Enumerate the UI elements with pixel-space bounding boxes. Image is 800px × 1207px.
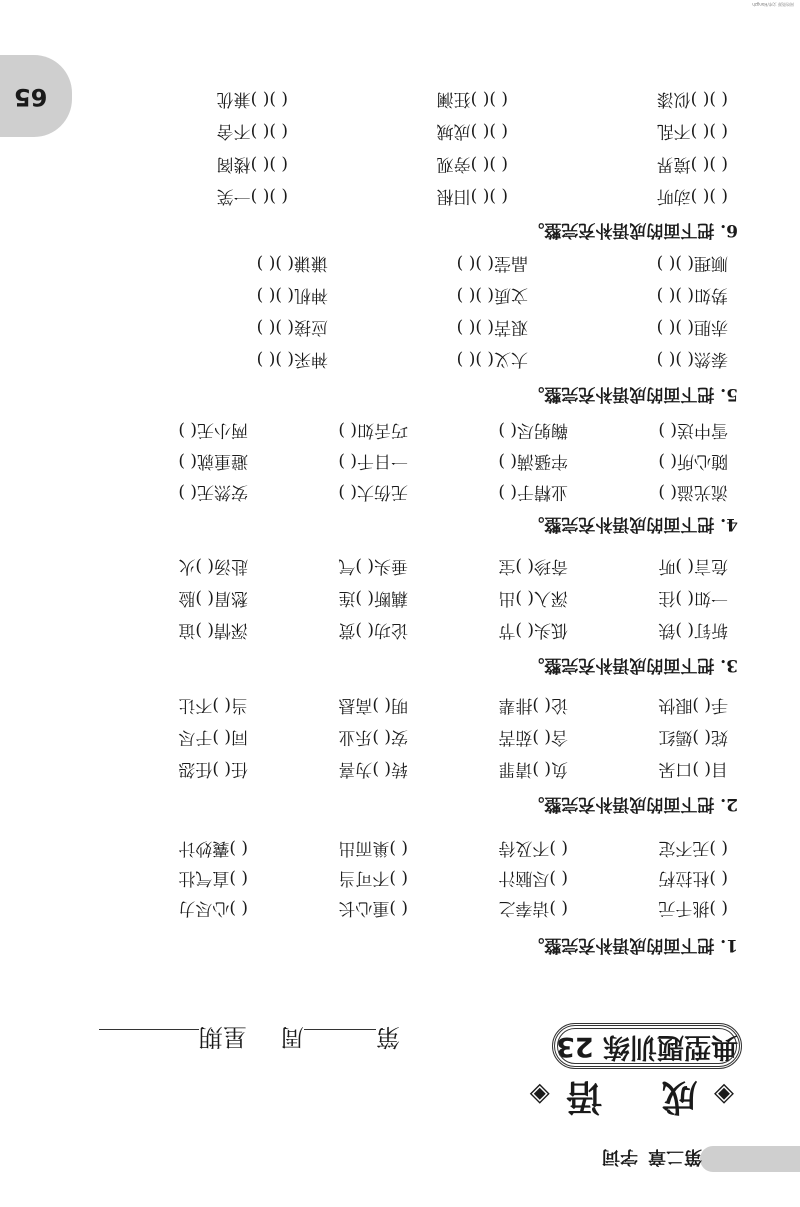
section-4-row (98, 446, 738, 476)
idiom-item: ( )诘奉之 (498, 898, 568, 918)
idiom-item: 牢骚满( ) (498, 451, 568, 471)
idiom-item: ( )心尽力 (178, 898, 248, 918)
idiom-item: 当( )不让 (178, 695, 248, 715)
idiom-item: 流光溢( ) (658, 482, 728, 502)
idiom-item: 安然无( ) (178, 482, 248, 502)
idiom-item: 避重就( ) (178, 451, 248, 471)
idiom-item: 明( )高悬 (338, 695, 408, 715)
idiom-item: ( )( )楼阁 (216, 154, 288, 174)
exercise-banner (552, 1023, 742, 1069)
idiom-item: 巧舌如( ) (338, 420, 408, 440)
section-5-title: 5. 把下面的成语补充完整。 (527, 384, 738, 404)
weekday-field[interactable] (99, 1029, 199, 1050)
section-6-row (98, 181, 738, 211)
idiom-item: 论( )排辈 (498, 695, 568, 715)
week-line (99, 1022, 400, 1057)
idiom-item: 一如( )往 (658, 588, 728, 608)
section-6-row (98, 116, 738, 146)
watermark-credit: 网络资源 文库/Hangzh (752, 2, 794, 7)
idiom-item: 雪中送( ) (658, 420, 728, 440)
idiom-item: 大义( )( ) (456, 349, 528, 369)
idiom-item: 任( )任怨 (178, 759, 248, 779)
running-header (592, 1145, 702, 1171)
idiom-item: 姹( )嫣红 (658, 727, 728, 747)
idiom-item: 艰苦( )( ) (456, 317, 528, 337)
page-number: 65 (14, 83, 48, 111)
idiom-item: 手( )眼快 (658, 695, 728, 715)
idiom-item: 含( )茹苦 (498, 727, 568, 747)
banner-text: 典型题训练 23 (556, 1031, 738, 1062)
section-6-title: 6. 把下面的成语补充完整。 (527, 220, 738, 240)
idiom-item: ( )杜拉朽 (658, 868, 728, 888)
idiom-item: 深入( )出 (498, 588, 568, 608)
idiom-item: 业精于( ) (498, 482, 568, 502)
idiom-item: 奇珍( )宝 (498, 556, 568, 576)
idiom-item: 谦谦( )( ) (256, 253, 328, 273)
idiom-item: ( )( )不乱 (656, 121, 728, 141)
idiom-item: ( )( )兼优 (216, 89, 288, 109)
idiom-item: 一日千( ) (338, 451, 408, 471)
idiom-item: 斩钉( )铁 (658, 620, 728, 640)
idiom-item: ( )巢而出 (338, 838, 408, 858)
week-label-zhou: 周 (280, 1023, 304, 1051)
section-2-title: 2. 把下面的成语补充完整。 (527, 794, 738, 814)
section-6-row (98, 84, 738, 114)
idiom-item: ( )不及待 (498, 838, 568, 858)
idiom-item: 藕断( )连 (338, 588, 408, 608)
idiom-item: ( )( )境界 (656, 154, 728, 174)
section-2-row (98, 754, 738, 784)
idiom-item: ( )( )动听 (656, 186, 728, 206)
idiom-item: ( )挑千元 (658, 898, 728, 918)
idiom-item: 愁眉( )脸 (178, 588, 248, 608)
idiom-item: 随心所( ) (658, 451, 728, 471)
idiom-item: 文质( )( ) (456, 285, 528, 305)
idiom-item: 负( )请罪 (498, 759, 568, 779)
idiom-item: 同( )于尽 (178, 727, 248, 747)
week-label-xingqi: 星期 (198, 1023, 247, 1051)
idiom-item: 神机( )( ) (256, 285, 328, 305)
idiom-item: 目( )口呆 (658, 759, 728, 779)
section-1-row (98, 863, 738, 893)
idiom-item: 神采( )( ) (256, 349, 328, 369)
idiom-item: 赤胆( )( ) (656, 317, 728, 337)
diamond-icon: ◈ (529, 1080, 550, 1110)
section-4-title: 4. 把下面的成语补充完整。 (527, 514, 738, 534)
week-number-field[interactable] (304, 1029, 376, 1050)
idiom-item: 鞠躬尽( ) (498, 420, 568, 440)
topic-label: 字词 (602, 1146, 638, 1167)
idiom-item: 两小无( ) (178, 420, 248, 440)
section-3-row (98, 615, 738, 645)
header-tab (700, 1146, 800, 1172)
idiom-item: 论功( )赏 (338, 620, 408, 640)
idiom-item: 应接( )( ) (256, 317, 328, 337)
title-word-2: 语 (566, 1076, 603, 1117)
idiom-item: ( )( )一笑 (216, 186, 288, 206)
section-5-row (98, 344, 738, 374)
idiom-item: ( )( )成城 (436, 121, 508, 141)
section-title (530, 1074, 734, 1125)
idiom-item: 晶莹( )( ) (456, 253, 528, 273)
section-1-title: 1. 把下面的成语补充完整。 (527, 935, 738, 955)
section-4-row (98, 415, 738, 445)
idiom-item: 泰然( )( ) (656, 349, 728, 369)
section-1-row (98, 893, 738, 923)
idiom-item: 赴汤( )火 (178, 556, 248, 576)
idiom-item: ( )直气壮 (178, 868, 248, 888)
idiom-item: ( )( )不舍 (216, 121, 288, 141)
section-4-row (98, 477, 738, 507)
idiom-item: 安( )乐业 (338, 727, 408, 747)
section-5-row (98, 248, 738, 278)
week-label-di: 第 (376, 1023, 400, 1051)
section-3-row (98, 583, 738, 613)
idiom-item: ( )无不定 (658, 838, 728, 858)
idiom-item: ( )( )旧根 (436, 186, 508, 206)
diamond-icon: ◈ (714, 1080, 734, 1110)
section-5-row (98, 280, 738, 310)
section-2-row (98, 690, 738, 720)
idiom-item: ( )囊妙计 (178, 838, 248, 858)
idiom-item: ( )不可当 (338, 868, 408, 888)
idiom-item: ( )尽脑汁 (498, 868, 568, 888)
chapter-label: 第二章 (648, 1146, 702, 1167)
idiom-item: ( )重心长 (338, 898, 408, 918)
idiom-item: 危言( )听 (658, 556, 728, 576)
section-5-row (98, 312, 738, 342)
idiom-item: 顺理( )( ) (656, 253, 728, 273)
idiom-item: ( )( )旁观 (436, 154, 508, 174)
idiom-item: 深情( )谊 (178, 620, 248, 640)
banner-border (557, 1028, 737, 1064)
idiom-item: 势如( )( ) (656, 285, 728, 305)
idiom-item: ( )( )似漆 (656, 89, 728, 109)
idiom-item: 转( )为喜 (338, 759, 408, 779)
idiom-item: 垂头( )气 (338, 556, 408, 576)
section-2-row (98, 722, 738, 752)
section-6-row (98, 149, 738, 179)
title-word-1: 成 (661, 1076, 698, 1117)
section-3-row (98, 551, 738, 581)
section-3-title: 3. 把下面的成语补充完整。 (527, 655, 738, 675)
idiom-item: 无伤大( ) (338, 482, 408, 502)
idiom-item: ( )( )狂澜 (436, 89, 508, 109)
idiom-item: 低头( )节 (498, 620, 568, 640)
section-1-row (98, 833, 738, 863)
